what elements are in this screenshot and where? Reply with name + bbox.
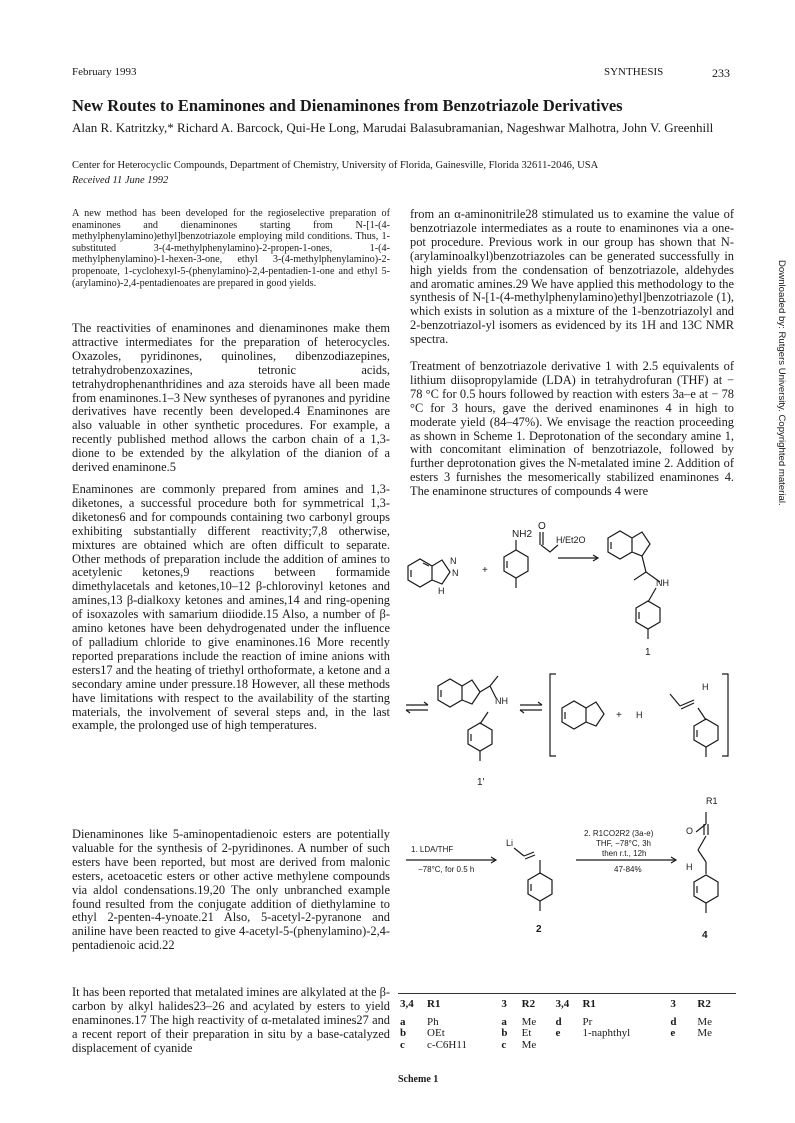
benzotriazole-structure (408, 559, 450, 587)
header-journal: SYNTHESIS (604, 66, 664, 78)
right-paragraph-2: Treatment of benzotriazole derivative 1 with 2.5 equivalents of lithium diisopropylamide (LDA) in tetrahydrofuran (THF) at − 78 °C for 0.5 hours followed by reaction with esters 3a–e at − 78 °C for 3 hours, gave the derived enaminones 4 in high to moderate yield (84–47%). We envisage the reaction proceeding as shown in Scheme 1. Deprotonation of the secondary amine 1, with concomitant elimination of benzotriazole, followed by further deprotonation gives the N-metalated imine 2. Addition of esters 3 furnishes the mesomerically stabilized enaminones 4. The enaminone structures of compounds 4 were (410, 359, 734, 499)
table-cell (580, 1040, 668, 1052)
affiliation: Center for Heterocyclic Compounds, Department of Chemistry, University of Florida, Gainesville, Florida 32611-2046, USA (72, 160, 599, 171)
scheme-1-diagram (398, 500, 738, 995)
table-cell: c (501, 1038, 507, 1051)
o-label-4: O (686, 826, 694, 836)
received-date: Received 11 June 1992 (72, 175, 169, 186)
compound-2-label: 2 (536, 924, 542, 935)
table-cell: b (400, 1027, 407, 1039)
table-header-cell: 3 (670, 998, 676, 1010)
table-cell: Et (521, 1027, 532, 1039)
table-row (398, 1017, 736, 1029)
table-cell: 1-naphthyl (582, 1027, 631, 1039)
compound-1-label: 1 (645, 647, 651, 658)
n-label-a: N (450, 556, 457, 566)
step1-line2: −78°C, for 0.5 h (418, 865, 475, 874)
article-title: New Routes to Enaminones and Dienaminones from Benzotriazole Derivatives (72, 96, 623, 115)
r1-label: R1 (706, 796, 718, 806)
plus-1: + (482, 565, 488, 576)
compound-4-structure (694, 812, 718, 913)
compound-1prime-structure (438, 676, 498, 761)
imine-structure (670, 694, 718, 757)
equilibrium-arrow-2 (520, 702, 542, 713)
li-label: Li (506, 838, 514, 848)
page-number: 233 (712, 66, 730, 80)
table-cell: Me (697, 1027, 713, 1039)
table-cell: a (400, 1015, 406, 1028)
compound-1-structure (608, 531, 660, 639)
authors: Alan R. Katritzky,* Richard A. Barcock, Qui-He Long, Marudai Balasubramanian, Nageshwar Malhotra, John V. Greenhill (72, 120, 714, 135)
h-label-imine: H (636, 710, 643, 720)
table-cell: Ph (427, 1015, 439, 1028)
h-label-nh: H (702, 682, 709, 692)
table-header-cell: 3,4 (555, 998, 570, 1010)
table-cell: OEt (427, 1027, 445, 1039)
scheme-table-rule (398, 993, 736, 994)
step2-line4: 47-84% (614, 865, 642, 874)
nh-label-1: NH (656, 578, 669, 588)
equilibrium-arrow-1 (406, 702, 428, 713)
table-cell: d (555, 1015, 562, 1028)
step2-line3: then r.t., 12h (602, 849, 647, 858)
table-cell: d (670, 1015, 677, 1028)
scheme-table (398, 996, 736, 1051)
table-header-cell: R1 (427, 998, 441, 1010)
table-row (398, 1040, 736, 1052)
compound-4-label: 4 (702, 930, 708, 941)
table-cell (553, 1040, 580, 1052)
header-date: February 1993 (72, 66, 137, 78)
n-label-b: N (452, 568, 459, 578)
table-row (398, 1028, 736, 1040)
download-watermark-text: Downloaded by: Rutgers University. Copyrighted material. (776, 260, 787, 506)
reagent-top: H/Et2O (556, 535, 586, 545)
step1-line1: 1. LDA/THF (411, 845, 454, 854)
table-header-cell: 3,4 (400, 998, 414, 1010)
table-cell (695, 1040, 736, 1052)
left-paragraph-1: The reactivities of enaminones and dienaminones make them attractive intermediates for the preparation of heterocycles. Oxazoles, pyridinones, quinolines, dibenzodiazepines, tetrahydrobenzoxazines, tetronic acids, tetrahydrophenanthridines and aza steroids have all been made from enaminones.1–3 New syntheses of pyranones and pyridine derivatives have recently been developed.4 Enaminones are also valuable in other synthetic procedures. For example, a recently published method allows the carbon chain of a 1,3-dione to be extended by the alkylation of the dianion of a derived enaminone.5 (72, 321, 390, 475)
table-cell: e (670, 1027, 676, 1039)
step2-line1: 2. R1CO2R2 (3a-e) (584, 829, 654, 838)
compound-1p-label: 1' (477, 777, 485, 788)
left-paragraph-2: Enaminones are commonly prepared from amines and 1,3-diketones, a successful procedure both for symmetrical 1,3-diketones6 and for compounds containing two carbonyl groups exhibiting substantially different reactivity;7,8 otherwise, mixtures are obtained which are often difficult to separate. Other methods of preparation include the addition of amines to acetylenic ketones,9 reactions between formamide dimethylacetals and ketones,10–12 β-chlorovinyl ketones and amines,13 β-dialkoxy ketones and amines,14 and ring-opening of isoxazoles with samarium diiodide.15 Also, a number of β-amino ketones have been dehydrogenated under the influence of palladium chloride to give enaminones.16 More recently reported preparations include the reaction of imine anions with esters17 and the heating of triethyl orthoformate, a ketone and a secondary amine under pressure.18 However, all these methods have limitations with respect to the availability of the starting materials, the involvement of several steps and, in the last example, the prolonged use of high temperatures. (72, 482, 390, 733)
table-cell (668, 1040, 695, 1052)
abstract: A new method has been developed for the regioselective preparation of enaminones and dienaminones starting from N-[1-(4-methylphenylamino)ethyl]benzotriazole employing mild conditions. Thus, 1-substituted 3-(4-methylphenylamino)-2-propen-1-ones, 1-(4-methylphenylamino)-1-hexen-3-one, ethyl 3-(4-methylphenylamino)-2-propenoate, 1-cyclohexyl-5-(phenylamino)-2,4-pentadien-1-one and ethyl 5-(arylamino)-2,4-pentadienoates are prepared in good yields. (72, 208, 390, 289)
compound-2-structure (514, 848, 552, 911)
download-watermark (775, 260, 789, 780)
table-header-cell: R2 (521, 998, 536, 1010)
plus-2: + (616, 710, 622, 721)
table-header-cell: R2 (697, 998, 711, 1010)
scheme-caption: Scheme 1 (398, 1074, 439, 1085)
bracket-left (550, 674, 556, 756)
nh-label-1p: NH (495, 696, 508, 706)
table-header-row (398, 996, 736, 1017)
h-label-4: H (686, 862, 693, 872)
bracket-right (722, 674, 728, 756)
benzotriazolide-structure (562, 701, 604, 729)
table-cell: Pr (582, 1015, 593, 1028)
table-cell: c (400, 1038, 405, 1051)
left-paragraph-4: It has been reported that metalated imines are alkylated at the β-carbon by alkyl halides23–26 and acylated by esters to yield enaminones.17 The high reactivity of α-metalated imines27 and a recent report of their preparation in situ by a base-catalyzed displacement of cyanide (72, 985, 390, 1055)
table-header-cell: 3 (501, 998, 507, 1010)
table-cell: c-C6H11 (427, 1038, 467, 1051)
table-cell: a (501, 1015, 507, 1028)
table-cell: b (501, 1027, 508, 1039)
nh2-label: NH2 (512, 529, 533, 540)
carbonyl-o-label: O (538, 521, 546, 532)
h-label-btz: H (438, 586, 445, 596)
table-cell: Me (521, 1015, 537, 1028)
right-paragraph-1: from an α-aminonitrile28 stimulated us to examine the value of benzotriazole intermediates as a route to enaminones via a one-pot procedure. Previous work in our group has shown that N-(arylaminoalkyl)benzotriazoles can be generated successfully in high yields from the condensation of benzotriazole, aldehydes and aromatic amines.29 We have applied this methodology to the synthesis of N-[1-(4-methylphenylamino)ethyl]benzotriazole (1), which exists in solution as a mixture of the 1-benzotriazolyl and 2-benzotriazol-yl isomers as evidenced by its 1H and 13C NMR spectra. (410, 207, 734, 347)
left-paragraph-3: Dienaminones like 5-aminopentadienoic esters are potentially valuable for the synthesis of 2-pyridinones. A number of such esters have been reported, but most are derived from malonic esters, acetoacetic esters or other active methylene compounds via aldol condensations.19,20 The only unbranched example found resulted from the conjugate addition of diethylamine to ethyl 2-penten-4-ynoate.21 Also, 5-acetyl-2-pyranone and aniline have been reacted to give 4-acetyl-5-(phenylamino)-2,4-pentadienoic acid.22 (72, 827, 390, 953)
step2-line2: THF, −78°C, 3h (596, 839, 651, 848)
table-cell: Me (697, 1015, 713, 1028)
table-header-cell: R1 (582, 998, 596, 1010)
table-cell: Me (521, 1038, 537, 1051)
toluidine-structure (504, 540, 528, 588)
table-cell: e (555, 1027, 561, 1039)
